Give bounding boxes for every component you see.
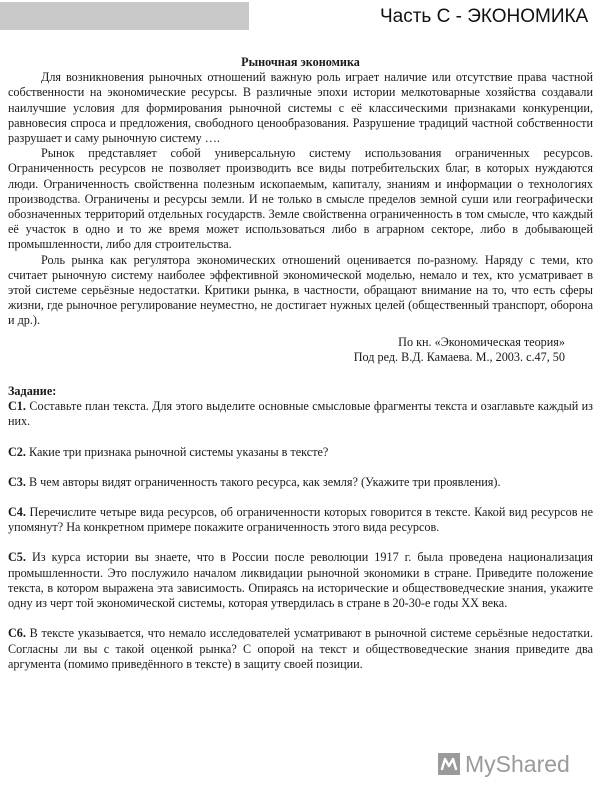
question-text: В чем авторы видят ограниченность такого ресурса, как земля? (Укажите три проявления). <box>25 474 501 489</box>
question-c1 <box>8 399 593 429</box>
header-gray-bar <box>0 2 249 30</box>
question-c6 <box>8 626 593 672</box>
question-text: В тексте указывается, что немало исследователей усматривают в рыночной системе серьёзные недостатки. Согласны ли вы с такой оценкой рынка? С опорой на текст и обществоведческие знания приведите два аргумента (помимо приведённого в тексте) в защиту своей позиции. <box>8 626 593 671</box>
question-number: С3. <box>8 474 26 489</box>
question-text: Из курса истории вы знаете, что в России после революции 1917 г. была проведена национализация промышленности. Это послужило началом ликвидации рыночной экономики в стране. Приведите положение текста, в котором выражена эта зависимость. Опираясь на исторические и обществоведческие знания, укажите одну из черт той экономической системы, которая утвердилась в стране в 20-30-е годы XX века. <box>8 550 593 611</box>
paragraph-2: Рынок представляет собой универсальную систему использования ограниченных ресурсов. Ограниченность ресурсов не позволяет производить все виды потребительских благ, в которых нуждаются люди. Ограниченность свойственна полезным ископаемым, капиталу, знаниям и информации о технологиях производства. Ограничены и ресурсы земли. И не только в смысле пределов земной суши или географически обозначенных территорий отдельных государств. Земле свойственна ограниченность в том смысле, что каждый её участок в одно и то же время может использоваться либо в аграрном секторе, либо в добывающей промышленности, либо для строительства. <box>8 146 593 252</box>
source-line-1: По кн. «Экономическая теория» <box>398 334 565 349</box>
section-title: Часть С - ЭКОНОМИКА <box>380 6 589 27</box>
source-line-2: Под ред. В.Д. Камаева. М., 2003. с.47, 50 <box>353 349 565 364</box>
watermark <box>437 749 570 779</box>
task-heading: Задание: <box>8 384 57 399</box>
question-text: Составьте план текста. Для этого выделите основные смысловые фрагменты текста и озаглавьте каждый из них. <box>8 399 593 429</box>
question-number: С1. <box>8 399 26 414</box>
paragraph-1: Для возникновения рыночных отношений важную роль играет наличие или отсутствие права частной собственности на экономические ресурсы. В различные эпохи истории мелкотоварные хозяйства создавали наилучшие условия для формирования рыночной системы с её классическими признаками конкуренции, равновесия спроса и предложения, свободного ценообразования. Разрушение традиций частной собственности разрушает и саму рыночную систему …. <box>8 70 593 146</box>
question-text: Какие три признака рыночной системы указаны в тексте? <box>25 444 329 459</box>
document-body <box>8 55 593 687</box>
paragraph-3: Роль рынка как регулятора экономических отношений оценивается по-разному. Наряду с теми, кто считает рыночную систему наиболее эффективной экономической моделью, немало и тех, кто усматривает в этой системе серьёзные недостатки. Критики рынка, в частности, обращают внимание на то, что есть сферы жизни, где рыночное регулирование неуместно, не достигает нужных целей (общественный транспорт, оборона и др.). <box>8 252 593 328</box>
question-text: Перечислите четыре вида ресурсов, об ограниченности которых говорится в тексте. Какой вид ресурсов не упомянут? На конкретном примере покажите ограниченность этого вида ресурсов. <box>8 505 593 535</box>
question-number: С2. <box>8 444 26 459</box>
myshared-logo-icon <box>437 752 461 776</box>
question-number: С4. <box>8 505 26 520</box>
watermark-text: MyShared <box>465 750 570 777</box>
question-number: С5. <box>8 550 26 565</box>
question-c3 <box>8 475 593 490</box>
question-c2 <box>8 445 593 460</box>
question-c5 <box>8 550 593 611</box>
question-c4 <box>8 505 593 535</box>
source-citation <box>8 335 593 365</box>
document-title: Рыночная экономика <box>241 55 360 69</box>
question-number: С6. <box>8 626 26 641</box>
